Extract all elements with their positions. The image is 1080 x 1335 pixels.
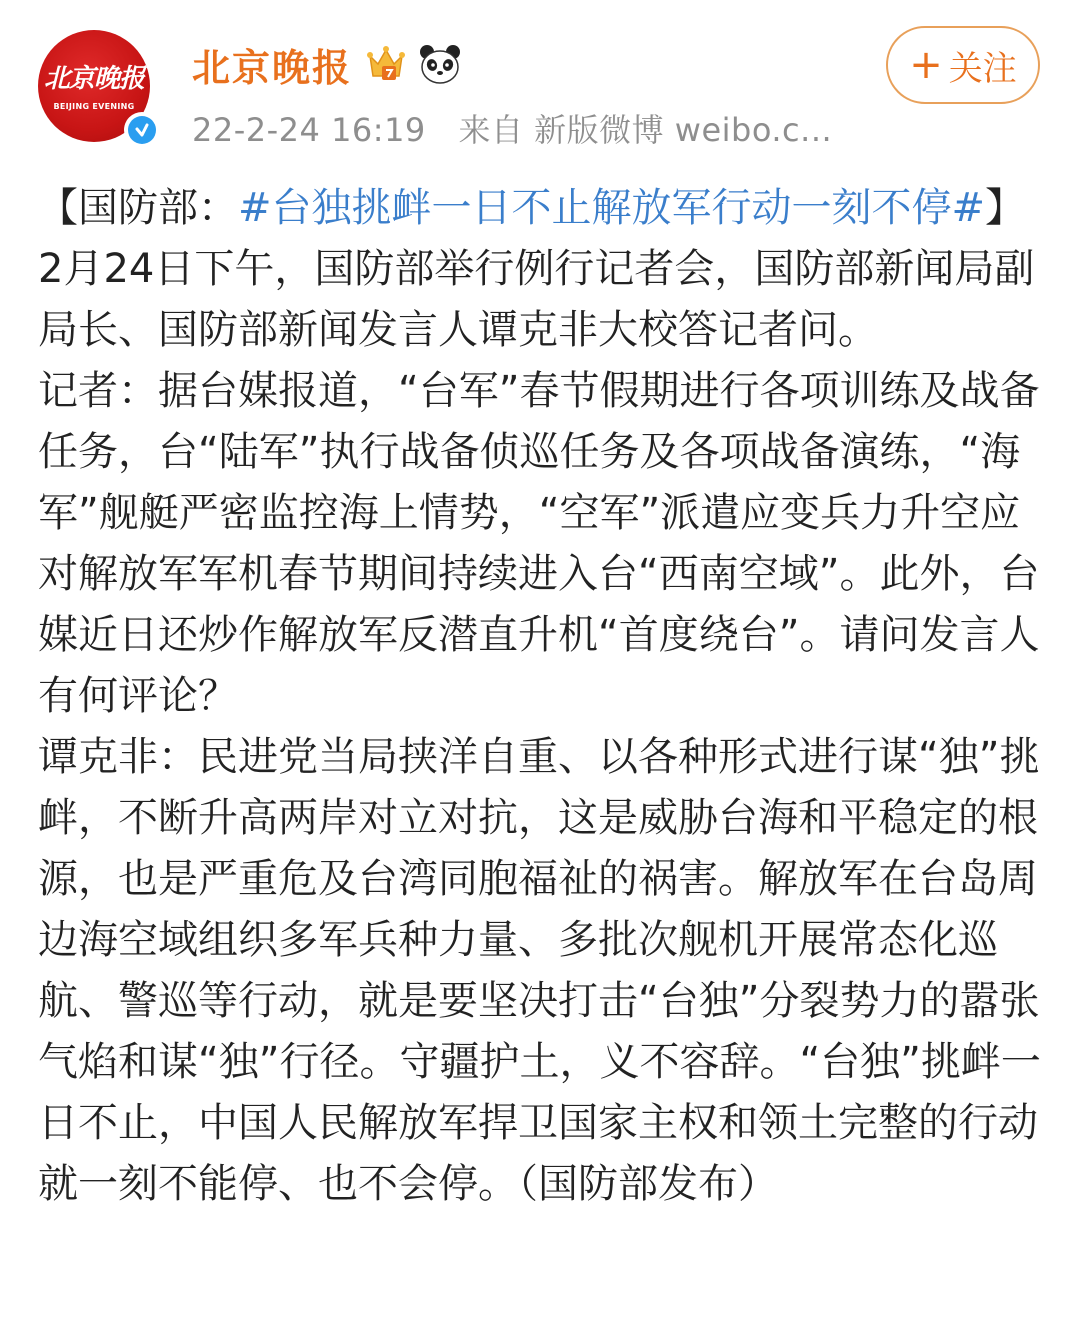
post-meta xyxy=(192,105,854,151)
user-name[interactable]: 北京晚报 xyxy=(192,45,353,90)
post-header xyxy=(0,0,1080,160)
verified-icon xyxy=(124,112,160,148)
post-content xyxy=(38,178,1043,1215)
hashtag-link[interactable]: #台独挑衅一日不止解放军行动一刻不停# xyxy=(238,185,986,231)
post-paragraph-answer: 谭克非：民进党当局挟洋自重、以各种形式进行谋“独”挑衅，不断升高两岸对立对抗，这是威胁台海和平稳定的根源，也是严重危及台湾同胞福祉的祸害。解放军在台岛周边海空域组织多军兵种力量、多批次舰机开展常态化巡航、警巡等行动，就是要坚决打击“台独”分裂势力的嚣张气焰和谋“独”行径。守疆护土，义不容辞。“台独”挑衅一日不止，中国人民解放军捍卫国家主权和领土完整的行动就一刻不能停、也不会停。（国防部发布） xyxy=(38,734,1041,1207)
plus-icon: + xyxy=(909,42,943,88)
avatar-logo-text: 北京晚报 xyxy=(43,64,144,94)
post-paragraph-intro xyxy=(38,178,1043,361)
post-paragraph-question: 记者：据台媒报道，“台军”春节假期进行各项训练及战备任务，台“陆军”执行战备侦巡任务及各项战备演练，“海军”舰艇严密监控海上情势，“空军”派遣应变兵力升空应对解放军军机春节期间持续进入台“西南空域”。此外，台媒近日还炒作解放军反潜直升机“首度绕台”。请问发言人有何评论？ xyxy=(38,368,1040,719)
post-source[interactable]: 来自 新版微博 weibo.c... xyxy=(458,111,833,149)
avatar[interactable] xyxy=(38,30,158,150)
user-name-row xyxy=(192,38,462,90)
post-prefix: 【国防部： xyxy=(38,185,238,231)
crown-badge-icon[interactable] xyxy=(366,44,406,84)
follow-button[interactable] xyxy=(886,26,1040,104)
avatar-sub-text: BEIJING EVENING xyxy=(53,102,135,111)
post-intro: 】2月24日下午，国防部举行例行记者会，国防部新闻局副局长、国防部新闻发言人谭克非大校答记者问。 xyxy=(38,185,1035,353)
post-timestamp: 22-2-24 16:19 xyxy=(192,111,426,149)
follow-button-label: 关注 xyxy=(948,48,1017,89)
panda-icon[interactable] xyxy=(418,42,462,86)
